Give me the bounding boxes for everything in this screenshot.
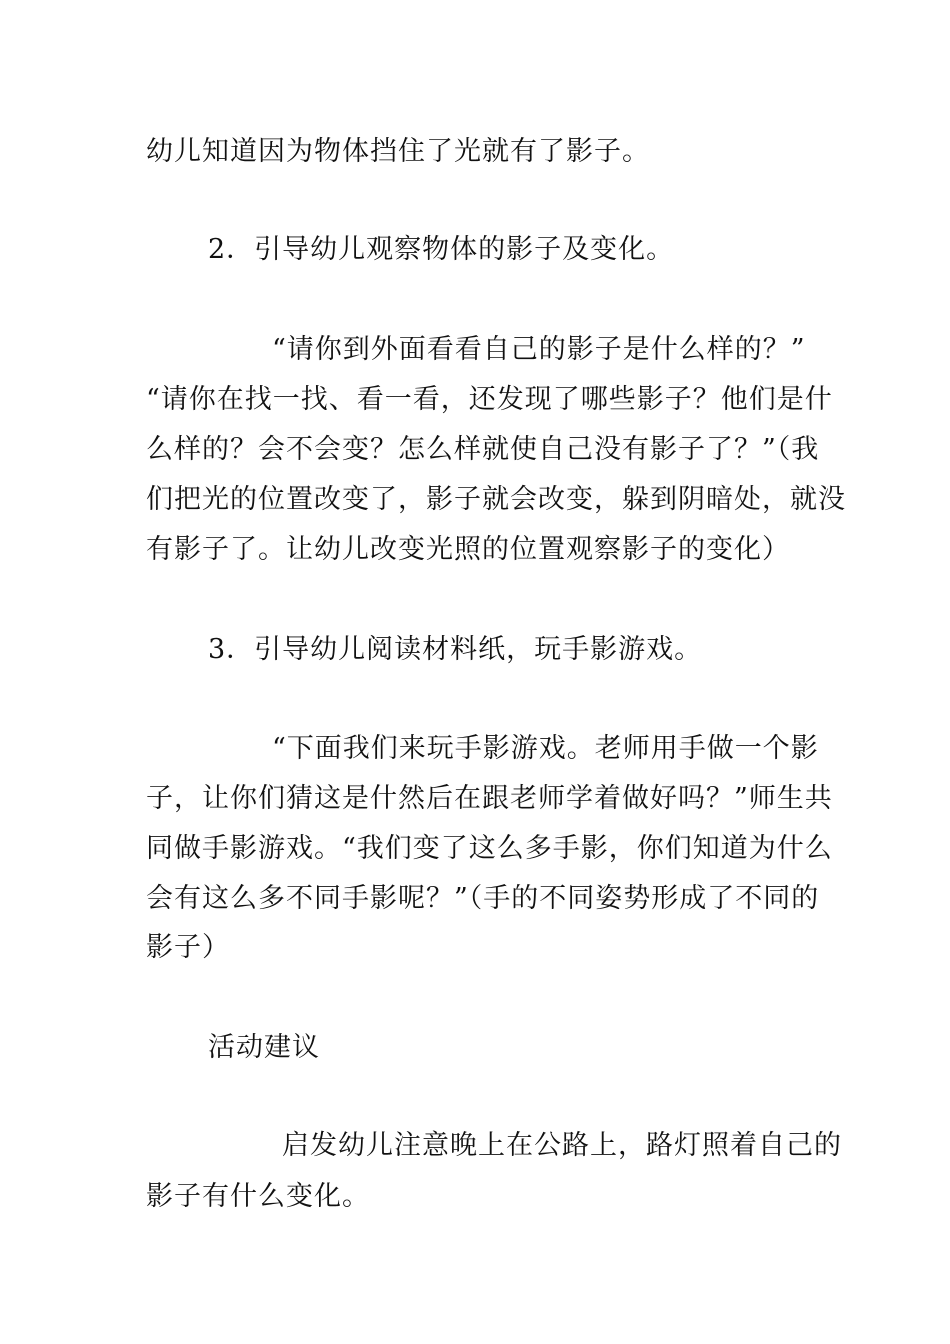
paragraph-line: 影子）: [146, 932, 230, 963]
paragraph-line: 幼儿知道因为物体挡住了光就有了影子。: [146, 136, 650, 167]
section-heading: 活动建议: [208, 1032, 320, 1063]
paragraph-line: 么样的？会不会变？怎么样就使自己没有影子了？”（我: [146, 434, 820, 465]
paragraph-line: 有影子了。让幼儿改变光照的位置观察影子的变化）: [146, 534, 790, 565]
paragraph-line: 们把光的位置改变了，影子就会改变，躲到阴暗处，就没: [146, 484, 846, 515]
paragraph-line: “请你到外面看看自己的影子是什么样的？”: [272, 334, 806, 365]
section-heading: 2．引导幼儿观察物体的影子及变化。: [208, 234, 675, 265]
paragraph-line: 启发幼儿注意晚上在公路上，路灯照着自己的: [282, 1130, 842, 1161]
paragraph-line: 会有这么多不同手影呢？”（手的不同姿势形成了不同的: [146, 883, 820, 914]
paragraph-line: 子，让你们猜这是什然后在跟老师学着做好吗？”师生共: [146, 783, 833, 814]
section-heading: 3．引导幼儿阅读材料纸，玩手影游戏。: [208, 634, 703, 665]
paragraph-line: “下面我们来玩手影游戏。老师用手做一个影: [272, 733, 819, 764]
paragraph-line: 影子有什么变化。: [146, 1181, 370, 1212]
paragraph-line: “请你在找一找、看一看，还发现了哪些影子？他们是什: [146, 384, 833, 415]
paragraph-line: 同做手影游戏。“我们变了这么多手影，你们知道为什么: [146, 833, 833, 864]
